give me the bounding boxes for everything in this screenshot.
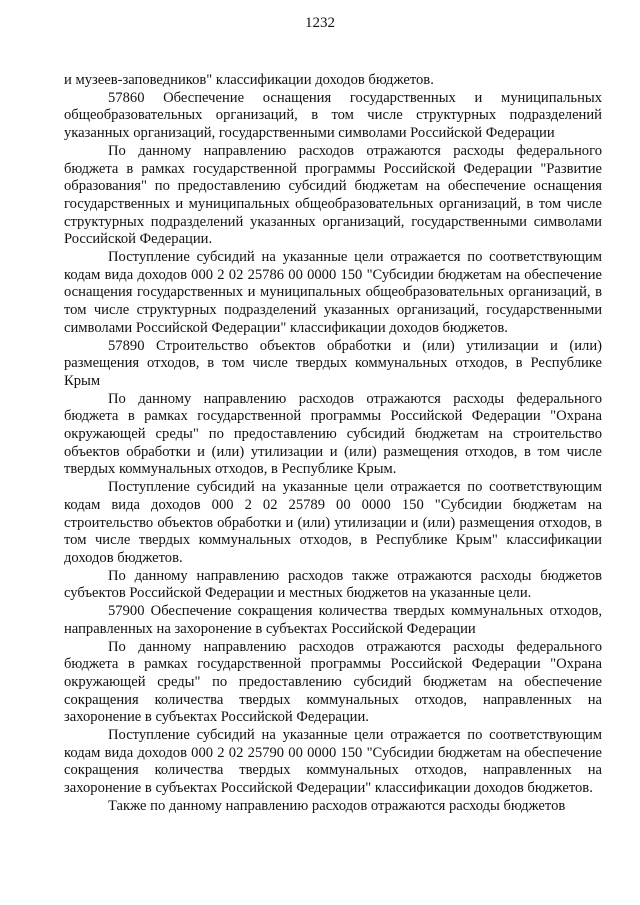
paragraph: По данному направлению расходов отражаются расходы федерального бюджета в рамках государственной программы Российской Федерации "Развитие образования" по предоставлению субсидий бюджетам на обеспечение оснащения государственных и муниципальных общеобразовательных организаций, в том числе структурных подразделений указанных организаций, государственными символами Российской Федерации.	[64, 142, 602, 248]
paragraph-truncated: Также по данному направлению расходов отражаются расходы бюджетов	[108, 797, 566, 814]
document-body	[64, 72, 602, 816]
paragraph-continuation: и музеев-заповедников" классификации доходов бюджетов.	[64, 72, 434, 88]
heading-57890: 57890 Строительство объектов обработки и (или) утилизации и (или) размещения отходов, в том числе твердых коммунальных отходов, в Республике Крым	[64, 337, 602, 389]
paragraph: Поступление субсидий на указанные цели отражается по соответствующим кодам вида доходов 000 2 02 25790 00 0000 150 "Субсидии бюджетам на обеспечение сокращения количества твердых коммунальных отходов, направленных на захоронение в субъектах Российской Федерации" классификации доходов бюджетов.	[64, 727, 602, 797]
paragraph: Поступление субсидий на указанные цели отражается по соответствующим кодам вида доходов 000 2 02 25786 00 0000 150 "Субсидии бюджетам на обеспечение оснащения государственных и муниципальных общеобразовательных организаций, в том числе структурных подразделений указанных организаций, государственными символами Российской Федерации" классификации доходов бюджетов.	[64, 249, 602, 336]
heading-57900: 57900 Обеспечение сокращения количества твердых коммунальных отходов, направленных на захоронение в субъектах Российской Федерации	[64, 603, 602, 637]
paragraph: Поступление субсидий на указанные цели отражается по соответствующим кодам вида доходов 000 2 02 25789 00 0000 150 "Субсидии бюджетам на строительство объектов обработки и (или) утилизации и (или) размещения отходов, в том числе твердых коммунальных отходов, в Республике Крым" классификации доходов бюджетов.	[64, 479, 602, 566]
paragraph: По данному направлению расходов отражаются расходы федерального бюджета в рамках государственной программы Российской Федерации "Охрана окружающей среды" по предоставлению субсидий бюджетам на обеспечение сокращения количества твердых коммунальных отходов, направленных на захоронение в субъектах Российской Федерации.	[64, 638, 602, 726]
page-number: 1232	[305, 15, 335, 31]
paragraph: По данному направлению расходов также отражаются расходы бюджетов субъектов Российской Федерации и местных бюджетов на указанные цели.	[64, 567, 602, 602]
paragraph: По данному направлению расходов отражаются расходы федерального бюджета в рамках государственной программы Российской Федерации "Охрана окружающей среды" по предоставлению субсидий бюджетам на строительство объектов обработки и (или) утилизации и (или) размещения отходов, в том числе твердых коммунальных отходов, в Республике Крым.	[64, 390, 602, 478]
heading-57860: 57860 Обеспечение оснащения государственных и муниципальных общеобразовательных организаций, в том числе структурных подразделений указанных организаций, государственными символами Российской Федерации	[64, 89, 602, 142]
